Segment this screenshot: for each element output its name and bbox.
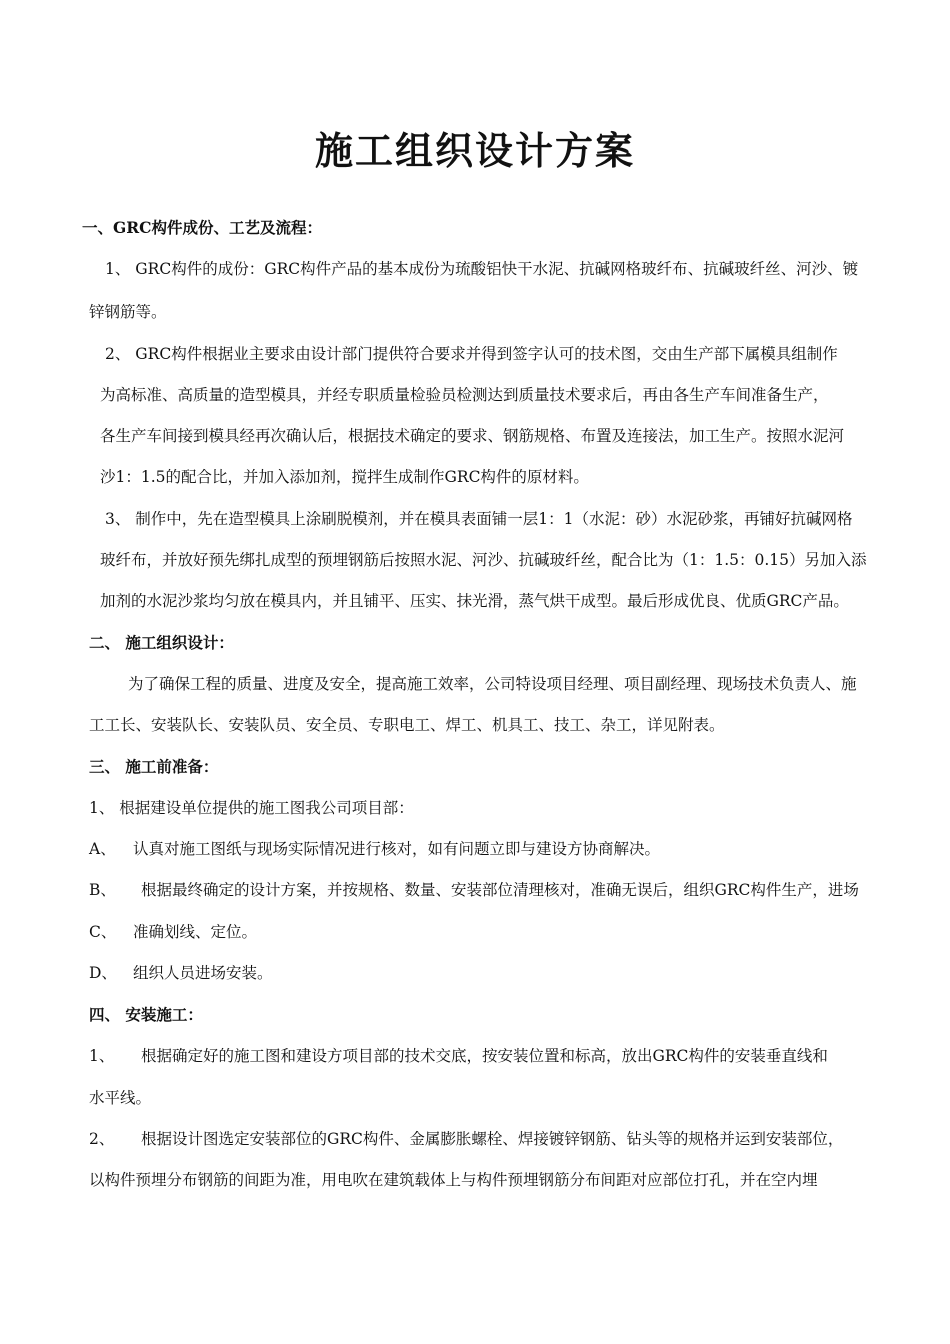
list-item-text: 根据确定好的施工图和建设方项目部的技术交底，按安装位置和标高，放出GRC构件的安装垂直线和: [141, 1047, 828, 1065]
list-item-label: D、: [89, 964, 117, 982]
section-2-heading: 二、 施工组织设计：: [89, 633, 234, 652]
list-item: [89, 879, 859, 901]
paragraph-line: 各生产车间接到模具经再次确认后，根据技术确定的要求、钢筋规格、布置及连接法，加工生产。按照水泥河: [100, 427, 845, 445]
list-item-label: 1、: [89, 1047, 115, 1065]
list-item: [89, 962, 273, 984]
paragraph-line: 为了确保工程的质量、进度及安全，提高施工效率，公司特设项目经理、项目副经理、现场技术负责人、施: [128, 675, 857, 693]
paragraph-line: 水平线。: [89, 1089, 152, 1107]
list-item: [89, 1128, 843, 1150]
section-3-heading: 三、 施工前准备：: [89, 757, 219, 776]
list-item-text: 认真对施工图纸与现场实际情况进行核对，如有问题立即与建设方协商解决。: [133, 840, 661, 858]
paragraph-line: 3、 制作中，先在造型模具上涂刷脱模剂，并在模具表面铺一层1：1（水泥：砂）水泥砂浆，再铺好抗碱网格: [105, 510, 853, 528]
document-title: 施工组织设计方案: [314, 128, 635, 173]
paragraph-line: 1、 GRC构件的成份：GRC构件产品的基本成份为琉酸铝快干水泥、抗碱网格玻纤布、抗碱玻纤丝、河沙、镀: [105, 260, 859, 278]
list-item: [89, 838, 660, 860]
list-item-label: A、: [89, 840, 116, 858]
list-item-label: B、: [89, 881, 116, 899]
list-item-label: C、: [89, 923, 117, 941]
paragraph-line: 2、 GRC构件根据业主要求由设计部门提供符合要求并得到签字认可的技术图，交由生产部下属模具组制作: [105, 345, 838, 363]
list-item-text: 准确划线、定位。: [133, 923, 258, 941]
list-item-text: 根据最终确定的设计方案，并按规格、数量、安装部位清理核对，准确无误后，组织GRC构件生产，进场: [141, 881, 859, 899]
paragraph-line: 工工长、安装队长、安装队员、安全员、专职电工、焊工、机具工、技工、杂工，详见附表。: [89, 716, 725, 734]
paragraph-line: 以构件预埋分布钢筋的间距为准，用电吹在建筑载体上与构件预埋钢筋分布间距对应部位打孔，并在空内埋: [89, 1171, 818, 1189]
paragraph-line: 玻纤布，并放好预先绑扎成型的预埋钢筋后按照水泥、河沙、抗碱玻纤丝，配合比为（1：1.5：0.15）另加入添: [100, 551, 867, 569]
paragraph-line: 加剂的水泥沙浆均匀放在模具内，并且铺平、压实、抹光滑，蒸气烘干成型。最后形成优良、优质GRC产品。: [100, 592, 849, 610]
list-item: [89, 921, 257, 943]
list-item: [89, 1045, 828, 1067]
list-item-text: 根据设计图选定安装部位的GRC构件、金属膨胀螺栓、焊接镀锌钢筋、钻头等的规格并运到安装部位，: [141, 1130, 844, 1148]
list-item-text: 组织人员进场安装。: [133, 964, 273, 982]
paragraph-line: 1、 根据建设单位提供的施工图我公司项目部：: [89, 799, 414, 817]
paragraph-line: 锌钢筋等。: [89, 303, 167, 321]
paragraph-line: 为高标准、高质量的造型模具，并经专职质量检验员检测达到质量技术要求后，再由各生产车间准备生产，: [100, 386, 829, 404]
list-item-label: 2、: [89, 1130, 115, 1148]
section-4-heading: 四、 安装施工：: [89, 1005, 203, 1024]
paragraph-line: 沙1：1.5的配合比，并加入添加剂，搅拌生成制作GRC构件的原材料。: [100, 468, 589, 486]
section-1-heading: 一、GRC构件成份、工艺及流程：: [82, 218, 322, 237]
